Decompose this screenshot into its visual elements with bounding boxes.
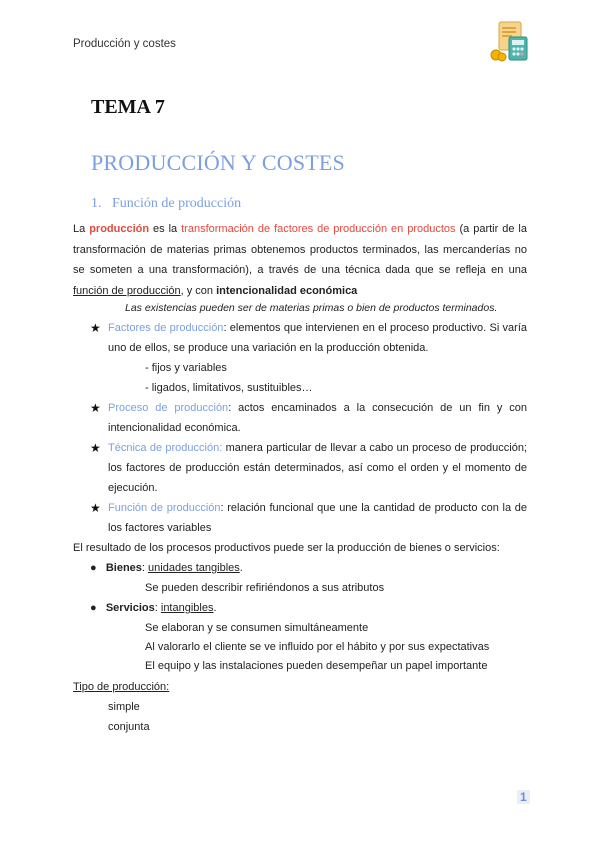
running-header: Producción y costes xyxy=(73,38,176,50)
separator: : xyxy=(141,562,149,574)
star-bullet-icon: ★ xyxy=(90,441,101,455)
punctuation: . xyxy=(213,602,217,614)
bullet-term: Técnica de producción: xyxy=(108,442,223,454)
intro-text: La xyxy=(73,223,90,235)
intro-text: es la xyxy=(149,223,182,235)
bullet-term: Función de producción xyxy=(108,502,221,514)
tipo-produccion-label: Tipo de producción: xyxy=(73,681,170,693)
bullet-proceso xyxy=(90,398,527,438)
bullet-term: Proceso de producción xyxy=(108,402,229,414)
section-heading xyxy=(91,196,241,212)
tipo-item: simple xyxy=(108,701,140,713)
bullet-text: manera particular de llevar a cabo un proceso de producción; los factores de producción están determinados, así como el orden y el momento de ejecución. xyxy=(108,442,527,494)
section-number: 1. xyxy=(91,196,102,211)
dot-bullet-icon: ● xyxy=(90,602,97,614)
intro-paragraph xyxy=(73,219,527,301)
servicios-detail: Al valorarlo el cliente se ve influido por el hábito y por sus expectativas xyxy=(145,641,490,653)
definition-highlight: transformación de factores de producción en productos xyxy=(181,223,456,235)
factor-type: - ligados, limitativos, sustituibles… xyxy=(145,382,313,394)
bullet-text: : actos encaminados a la consecución de un fin y con intencionalidad económica. xyxy=(108,402,528,434)
bienes-detail: Se pueden describir refiriéndonos a sus atributos xyxy=(145,582,385,594)
servicios-detail: El equipo y las instalaciones pueden desempeñar un papel importante xyxy=(145,660,488,672)
servicios-item xyxy=(90,598,217,618)
dot-bullet-icon: ● xyxy=(90,562,97,574)
bullet-text: : relación funcional que une la cantidad de producto con la de los factores variables xyxy=(108,502,527,534)
factor-type: - fijos y variables xyxy=(145,362,227,374)
intro-text: , y con xyxy=(180,284,217,297)
bullet-term: Factores de producción xyxy=(108,322,224,334)
term-produccion: producción xyxy=(89,223,150,235)
star-bullet-icon: ★ xyxy=(90,401,101,415)
page-number: 1 xyxy=(517,790,530,804)
result-line: El resultado de los procesos productivos puede ser la producción de bienes o servicios: xyxy=(73,542,500,554)
bienes-value: unidades tangibles xyxy=(148,562,240,574)
page-title: PRODUCCIÓN Y COSTES xyxy=(91,150,345,175)
bienes-label: Bienes xyxy=(105,562,142,574)
star-bullet-icon: ★ xyxy=(90,321,101,335)
bienes-item xyxy=(90,558,243,578)
star-bullet-icon: ★ xyxy=(90,501,101,515)
servicios-detail: Se elaboran y se consumen simultáneamente xyxy=(145,622,369,634)
servicios-label: Servicios xyxy=(105,602,155,614)
calculator-document-icon xyxy=(490,20,530,62)
bullet-funcion xyxy=(90,498,527,538)
section-title: Función de producción xyxy=(112,196,242,211)
bullet-tecnica xyxy=(90,438,527,498)
term-intencionalidad: intencionalidad económica xyxy=(216,284,358,297)
separator: : xyxy=(154,602,161,614)
bullet-text: : elementos que intervienen en el proceso productivo. Si varía uno de ellos, se produce una variación en la producción obtenida. xyxy=(108,322,528,354)
bullet-factores xyxy=(90,318,527,358)
note-existencias: Las existencias pueden ser de materias primas o bien de productos terminados. xyxy=(125,302,498,314)
term-funcion-produccion: función de producción xyxy=(73,284,181,297)
servicios-value: intangibles xyxy=(160,602,214,614)
unit-heading: TEMA 7 xyxy=(91,96,165,118)
punctuation: . xyxy=(239,562,243,574)
tipo-item: conjunta xyxy=(108,721,150,733)
intro-text: (a partir de la transformación de materias primas obtenemos productos terminados, las mercanderías no se someten a una transformación), a través de una técnica dada que se refleja en una xyxy=(73,223,527,276)
